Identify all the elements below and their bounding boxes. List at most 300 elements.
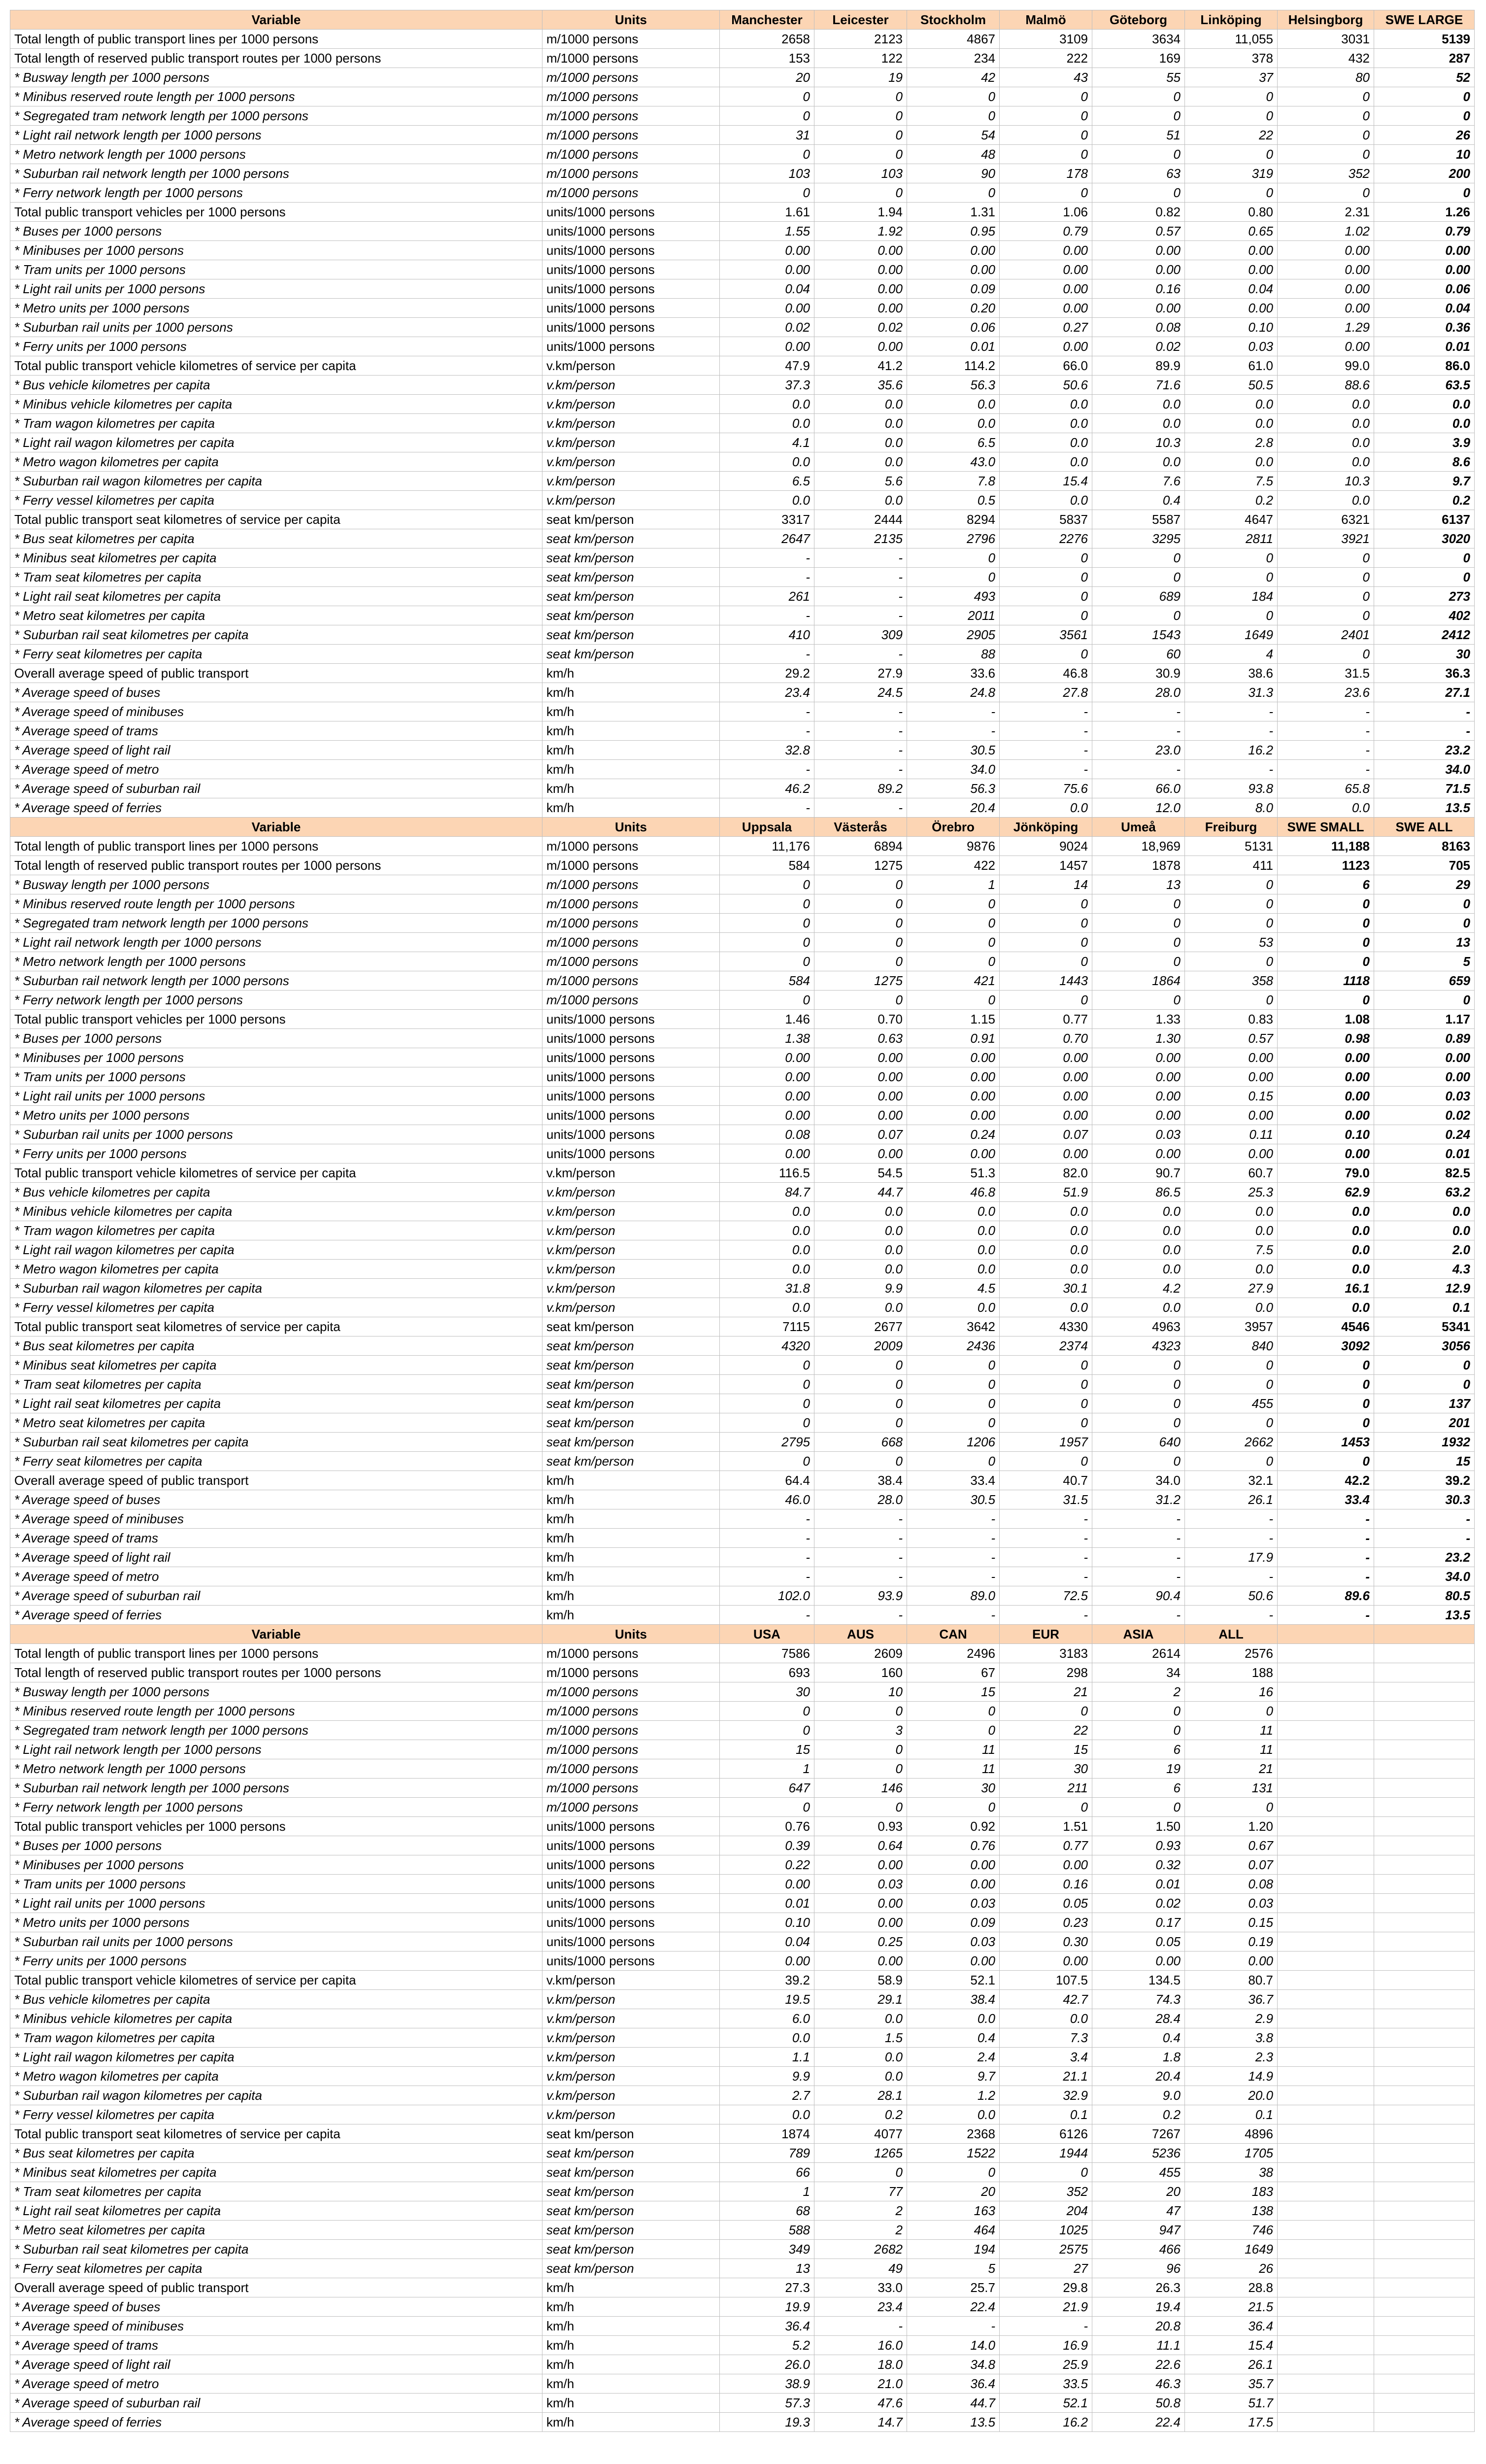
variable-cell: * Metro wagon kilometres per capita [10, 2067, 542, 2086]
variable-cell: * Average speed of trams [10, 721, 542, 741]
value-cell: 5139 [1374, 30, 1475, 49]
table-row [10, 837, 1475, 856]
value-cell: 15.4 [1000, 472, 1092, 491]
units-cell: units/1000 persons [542, 1836, 720, 1855]
value-cell: 7586 [720, 1644, 814, 1663]
column-header-region [1374, 1625, 1475, 1644]
value-cell: 30.1 [1000, 1279, 1092, 1298]
value-cell: - [907, 1567, 1000, 1586]
table-row [10, 568, 1475, 587]
value-cell: 46.8 [907, 1183, 1000, 1202]
units-cell: m/1000 persons [542, 126, 720, 145]
value-cell: 273 [1374, 587, 1475, 606]
value-cell: 0 [814, 1452, 907, 1471]
table-row [10, 1433, 1475, 1452]
units-cell: units/1000 persons [542, 203, 720, 222]
value-cell: 42.2 [1278, 1471, 1374, 1490]
value-cell [1278, 1990, 1374, 2009]
variable-cell: * Suburban rail seat kilometres per capita [10, 1433, 542, 1452]
value-cell: 0.00 [1092, 241, 1185, 260]
value-cell: 0.76 [907, 1836, 1000, 1855]
table-row [10, 856, 1475, 875]
variable-cell: Total public transport vehicles per 1000 persons [10, 1010, 542, 1029]
value-cell: 52 [1374, 68, 1475, 87]
value-cell: 1 [720, 1759, 814, 1779]
value-cell: 0 [1092, 894, 1185, 914]
value-cell: 0 [1278, 183, 1374, 203]
value-cell: 30 [907, 1779, 1000, 1798]
value-cell: - [1278, 1606, 1374, 1625]
value-cell: 1705 [1185, 2144, 1278, 2163]
value-cell: 1 [720, 2182, 814, 2201]
value-cell: - [1278, 1509, 1374, 1529]
value-cell [1374, 2240, 1475, 2259]
table-row [10, 491, 1475, 510]
value-cell: - [1374, 1509, 1475, 1529]
variable-cell: * Average speed of ferries [10, 798, 542, 818]
value-cell: 6 [1278, 875, 1374, 894]
units-cell: v.km/person [542, 472, 720, 491]
value-cell: 3921 [1278, 529, 1374, 548]
value-cell: 0 [1000, 1798, 1092, 1817]
value-cell: 23.6 [1278, 683, 1374, 702]
value-cell: 116.5 [720, 1164, 814, 1183]
table-row [10, 760, 1475, 779]
value-cell: 0.64 [814, 1836, 907, 1855]
value-cell: 0.0 [1374, 395, 1475, 414]
units-cell: seat km/person [542, 1375, 720, 1394]
value-cell: 0 [1092, 1356, 1185, 1375]
value-cell: 0.00 [1278, 241, 1374, 260]
units-cell: km/h [542, 721, 720, 741]
value-cell: 0.57 [1185, 1029, 1278, 1048]
variable-cell: * Suburban rail wagon kilometres per capita [10, 1279, 542, 1298]
variable-cell: * Light rail wagon kilometres per capita [10, 433, 542, 452]
variable-cell: * Average speed of minibuses [10, 702, 542, 721]
value-cell: 2135 [814, 529, 907, 548]
value-cell: 0 [1374, 914, 1475, 933]
value-cell: 0.07 [1000, 1125, 1092, 1144]
value-cell: 0.0 [720, 1202, 814, 1221]
value-cell: 25.9 [1000, 2355, 1092, 2374]
value-cell: 169 [1092, 49, 1185, 68]
value-cell: 1025 [1000, 2221, 1092, 2240]
column-header-region: USA [720, 1625, 814, 1644]
value-cell: 134.5 [1092, 1971, 1185, 1990]
value-cell: 0.1 [1374, 1298, 1475, 1317]
value-cell: 33.0 [814, 2278, 907, 2297]
value-cell: 0 [1092, 914, 1185, 933]
column-header-region: Manchester [720, 10, 814, 30]
value-cell: - [720, 1567, 814, 1586]
value-cell: 0 [907, 914, 1000, 933]
value-cell: 0.0 [814, 1260, 907, 1279]
units-cell: seat km/person [542, 2240, 720, 2259]
value-cell: 0 [1278, 606, 1374, 625]
value-cell: 46.3 [1092, 2374, 1185, 2394]
value-cell: 3.8 [1185, 2028, 1278, 2048]
variable-cell: Total length of public transport lines per 1000 persons [10, 1644, 542, 1663]
table-row [10, 702, 1475, 721]
variable-cell: Total public transport vehicle kilometres of service per capita [10, 356, 542, 376]
value-cell: 0.00 [1000, 1087, 1092, 1106]
value-cell: 36.4 [720, 2317, 814, 2336]
value-cell: 5837 [1000, 510, 1092, 529]
units-cell: units/1000 persons [542, 299, 720, 318]
value-cell: - [814, 702, 907, 721]
value-cell: 0 [720, 894, 814, 914]
value-cell: 0.1 [1185, 2105, 1278, 2124]
value-cell: 0.00 [814, 1894, 907, 1913]
value-cell: 261 [720, 587, 814, 606]
value-cell: 0 [1000, 568, 1092, 587]
value-cell: 2009 [814, 1336, 907, 1356]
variable-cell: * Minibus seat kilometres per capita [10, 2163, 542, 2182]
value-cell: 0 [814, 875, 907, 894]
value-cell: 80.7 [1185, 1971, 1278, 1990]
table-row [10, 1010, 1475, 1029]
value-cell: - [1092, 1567, 1185, 1586]
value-cell: 0.0 [814, 2067, 907, 2086]
units-cell: seat km/person [542, 529, 720, 548]
value-cell [1374, 1932, 1475, 1951]
value-cell: 1649 [1185, 2240, 1278, 2259]
table-row [10, 376, 1475, 395]
value-cell: 0 [720, 1356, 814, 1375]
variable-cell: * Metro seat kilometres per capita [10, 2221, 542, 2240]
variable-cell: * Suburban rail seat kilometres per capita [10, 625, 542, 645]
value-cell: 1.94 [814, 203, 907, 222]
value-cell [1278, 2413, 1374, 2432]
value-cell: 0 [907, 933, 1000, 952]
value-cell: 0 [907, 1394, 1000, 1413]
value-cell: 0.16 [1092, 279, 1185, 299]
units-cell: units/1000 persons [542, 1010, 720, 1029]
value-cell: 0.00 [1000, 1951, 1092, 1971]
units-cell: seat km/person [542, 1356, 720, 1375]
value-cell: 0.03 [907, 1894, 1000, 1913]
value-cell: 0 [1000, 1394, 1092, 1413]
value-cell: - [814, 645, 907, 664]
value-cell: 0.0 [720, 2028, 814, 2048]
value-cell: 0.0 [1000, 452, 1092, 472]
value-cell: 789 [720, 2144, 814, 2163]
value-cell: 44.7 [814, 1183, 907, 1202]
value-cell: 0.0 [814, 2048, 907, 2067]
variable-cell: Overall average speed of public transport [10, 1471, 542, 1490]
value-cell: 6894 [814, 837, 907, 856]
value-cell: 0.00 [720, 241, 814, 260]
value-cell: 0.92 [907, 1817, 1000, 1836]
variable-cell: * Minibuses per 1000 persons [10, 1855, 542, 1875]
value-cell: 0.00 [814, 1855, 907, 1875]
variable-cell: * Tram units per 1000 persons [10, 1067, 542, 1087]
value-cell [1278, 2124, 1374, 2144]
variable-cell: * Suburban rail units per 1000 persons [10, 1125, 542, 1144]
value-cell: 16.2 [1185, 741, 1278, 760]
value-cell: 0.0 [720, 1298, 814, 1317]
value-cell: 6 [1092, 1740, 1185, 1759]
value-cell: 2614 [1092, 1644, 1185, 1663]
value-cell: 99.0 [1278, 356, 1374, 376]
value-cell: 82.0 [1000, 1164, 1092, 1183]
value-cell: 0.0 [907, 395, 1000, 414]
value-cell: 0 [907, 991, 1000, 1010]
value-cell: 65.8 [1278, 779, 1374, 798]
value-cell: 211 [1000, 1779, 1092, 1798]
value-cell: 584 [720, 971, 814, 991]
value-cell: 0.00 [1092, 1067, 1185, 1087]
value-cell [1278, 1759, 1374, 1779]
value-cell: 0.0 [1000, 1240, 1092, 1260]
value-cell: 659 [1374, 971, 1475, 991]
value-cell [1278, 2374, 1374, 2394]
units-cell: units/1000 persons [542, 241, 720, 260]
value-cell [1374, 2221, 1475, 2240]
value-cell: - [720, 568, 814, 587]
value-cell: - [1000, 1509, 1092, 1529]
units-cell: m/1000 persons [542, 1663, 720, 1682]
value-cell [1278, 2048, 1374, 2067]
units-cell: seat km/person [542, 1317, 720, 1336]
value-cell: 37.3 [720, 376, 814, 395]
table-row [10, 1894, 1475, 1913]
value-cell: 2647 [720, 529, 814, 548]
table-row [10, 2009, 1475, 2028]
value-cell: 12.9 [1374, 1279, 1475, 1298]
value-cell: 0.00 [1000, 260, 1092, 279]
value-cell: 21.5 [1185, 2297, 1278, 2317]
value-cell: 4.1 [720, 433, 814, 452]
value-cell: 11,176 [720, 837, 814, 856]
value-cell: 17.9 [1185, 1548, 1278, 1567]
table-row [10, 2105, 1475, 2124]
value-cell [1278, 1932, 1374, 1951]
value-cell: 2496 [907, 1644, 1000, 1663]
value-cell: 26.3 [1092, 2278, 1185, 2297]
variable-cell: * Metro seat kilometres per capita [10, 606, 542, 625]
value-cell: 2 [814, 2201, 907, 2221]
value-cell: 0 [907, 1413, 1000, 1433]
value-cell: 0 [1278, 952, 1374, 971]
table-row [10, 318, 1475, 337]
value-cell: 0.77 [1000, 1836, 1092, 1855]
value-cell [1374, 2374, 1475, 2394]
value-cell: 0.00 [720, 1144, 814, 1164]
value-cell: 35.6 [814, 376, 907, 395]
value-cell: 0.00 [1000, 299, 1092, 318]
value-cell: 22 [1185, 126, 1278, 145]
value-cell: 0 [814, 183, 907, 203]
value-cell [1278, 1798, 1374, 1817]
value-cell: 0 [1278, 548, 1374, 568]
variable-cell: * Average speed of ferries [10, 2413, 542, 2432]
value-cell: 0.95 [907, 222, 1000, 241]
value-cell: 114.2 [907, 356, 1000, 376]
value-cell: 89.9 [1092, 356, 1185, 376]
units-cell: v.km/person [542, 2086, 720, 2105]
variable-cell: * Bus seat kilometres per capita [10, 2144, 542, 2163]
value-cell: 20.8 [1092, 2317, 1185, 2336]
value-cell: 0 [907, 1452, 1000, 1471]
column-header-region: CAN [907, 1625, 1000, 1644]
variable-cell: * Ferry vessel kilometres per capita [10, 491, 542, 510]
transport-statistics-table [10, 10, 1475, 2432]
table-row [10, 106, 1475, 126]
value-cell [1278, 1682, 1374, 1702]
value-cell: 21.0 [814, 2374, 907, 2394]
value-cell: - [907, 1606, 1000, 1625]
variable-cell: * Buses per 1000 persons [10, 222, 542, 241]
value-cell: 0.00 [814, 1951, 907, 1971]
value-cell: 18.0 [814, 2355, 907, 2374]
value-cell: 0 [814, 1759, 907, 1779]
value-cell: 22 [1000, 1721, 1092, 1740]
value-cell: 26 [1374, 126, 1475, 145]
table-row [10, 1279, 1475, 1298]
value-cell: 0.09 [907, 279, 1000, 299]
value-cell: 16.9 [1000, 2336, 1092, 2355]
value-cell: 4.3 [1374, 1260, 1475, 1279]
value-cell: - [1278, 1567, 1374, 1586]
value-cell: 0.00 [1185, 1144, 1278, 1164]
value-cell: 2677 [814, 1317, 907, 1336]
table-row [10, 2278, 1475, 2297]
value-cell: 0.00 [720, 260, 814, 279]
value-cell: 0 [1278, 145, 1374, 164]
value-cell: 50.6 [1185, 1586, 1278, 1606]
value-cell: 66 [720, 2163, 814, 2182]
value-cell: 0.0 [1374, 1221, 1475, 1240]
value-cell: 0 [907, 1721, 1000, 1740]
variable-cell: * Metro units per 1000 persons [10, 299, 542, 318]
value-cell: 947 [1092, 2221, 1185, 2240]
value-cell: 0.0 [814, 491, 907, 510]
value-cell: 86.0 [1374, 356, 1475, 376]
value-cell: 588 [720, 2221, 814, 2240]
value-cell: 0.00 [1185, 1951, 1278, 1971]
value-cell: 0 [1374, 87, 1475, 106]
value-cell: 464 [907, 2221, 1000, 2240]
value-cell: 0 [1092, 933, 1185, 952]
value-cell: 0.00 [907, 1875, 1000, 1894]
table-row [10, 1971, 1475, 1990]
value-cell: 46.0 [720, 1490, 814, 1509]
value-cell: 0.15 [1185, 1913, 1278, 1932]
table-row [10, 1932, 1475, 1951]
variable-cell: * Metro wagon kilometres per capita [10, 452, 542, 472]
variable-cell: * Segregated tram network length per 1000 persons [10, 106, 542, 126]
value-cell: 0.5 [907, 491, 1000, 510]
value-cell: 0 [1278, 106, 1374, 126]
value-cell: 0.00 [907, 1048, 1000, 1067]
value-cell: - [1092, 702, 1185, 721]
units-cell: units/1000 persons [542, 1048, 720, 1067]
variable-cell: * Bus seat kilometres per capita [10, 529, 542, 548]
units-cell: km/h [542, 2317, 720, 2336]
units-cell: v.km/person [542, 433, 720, 452]
value-cell: 0.27 [1000, 318, 1092, 337]
value-cell: 25.3 [1185, 1183, 1278, 1202]
value-cell: 0.0 [1092, 1202, 1185, 1221]
units-cell: km/h [542, 1529, 720, 1548]
value-cell: - [907, 702, 1000, 721]
value-cell: 20.4 [907, 798, 1000, 818]
value-cell: 29 [1374, 875, 1475, 894]
table-row [10, 1855, 1475, 1875]
value-cell: - [1278, 1548, 1374, 1567]
value-cell: 0 [1374, 894, 1475, 914]
value-cell: 2662 [1185, 1433, 1278, 1452]
value-cell [1374, 1990, 1475, 2009]
value-cell: 17.5 [1185, 2413, 1278, 2432]
units-cell: km/h [542, 2394, 720, 2413]
variable-cell: * Metro units per 1000 persons [10, 1106, 542, 1125]
table-row [10, 606, 1475, 625]
value-cell: 0 [720, 145, 814, 164]
value-cell: - [814, 1606, 907, 1625]
column-header-region: SWE ALL [1374, 818, 1475, 837]
units-cell: km/h [542, 1586, 720, 1606]
value-cell: 1.55 [720, 222, 814, 241]
value-cell: 0.2 [1374, 491, 1475, 510]
value-cell: 0.0 [907, 1221, 1000, 1240]
value-cell: 64.4 [720, 1471, 814, 1490]
value-cell: 131 [1185, 1779, 1278, 1798]
value-cell: 0.0 [1000, 798, 1092, 818]
value-cell: 11 [1185, 1740, 1278, 1759]
value-cell: 0 [814, 126, 907, 145]
value-cell [1374, 2201, 1475, 2221]
variable-cell: * Tram units per 1000 persons [10, 260, 542, 279]
value-cell: 48 [907, 145, 1000, 164]
units-cell: v.km/person [542, 1971, 720, 1990]
value-cell [1278, 1855, 1374, 1875]
value-cell: 0 [1185, 952, 1278, 971]
value-cell: 0.00 [720, 299, 814, 318]
value-cell: 3561 [1000, 625, 1092, 645]
column-header-units: Units [542, 10, 720, 30]
value-cell: 0 [720, 87, 814, 106]
value-cell: 22.4 [1092, 2413, 1185, 2432]
value-cell: 0 [1000, 2163, 1092, 2182]
value-cell: 1443 [1000, 971, 1092, 991]
value-cell: 5 [1374, 952, 1475, 971]
value-cell: 0.0 [1278, 1240, 1374, 1260]
value-cell: 352 [1278, 164, 1374, 183]
value-cell: 0 [1374, 568, 1475, 587]
value-cell [1278, 1740, 1374, 1759]
value-cell: 0.00 [907, 241, 1000, 260]
value-cell: 0 [720, 1452, 814, 1471]
value-cell: 455 [1185, 1394, 1278, 1413]
variable-cell: * Tram seat kilometres per capita [10, 1375, 542, 1394]
value-cell: 3.4 [1000, 2048, 1092, 2067]
value-cell: 432 [1278, 49, 1374, 68]
variable-cell: * Light rail network length per 1000 persons [10, 933, 542, 952]
value-cell: - [814, 1529, 907, 1548]
value-cell: 422 [907, 856, 1000, 875]
variable-cell: Total length of reserved public transport routes per 1000 persons [10, 856, 542, 875]
value-cell: - [1092, 1529, 1185, 1548]
table-row [10, 2182, 1475, 2201]
value-cell: 0.57 [1092, 222, 1185, 241]
value-cell: 0 [814, 1394, 907, 1413]
value-cell [1278, 1913, 1374, 1932]
variable-cell: * Average speed of minibuses [10, 2317, 542, 2336]
value-cell: 27 [1000, 2259, 1092, 2278]
value-cell: 0.24 [907, 1125, 1000, 1144]
